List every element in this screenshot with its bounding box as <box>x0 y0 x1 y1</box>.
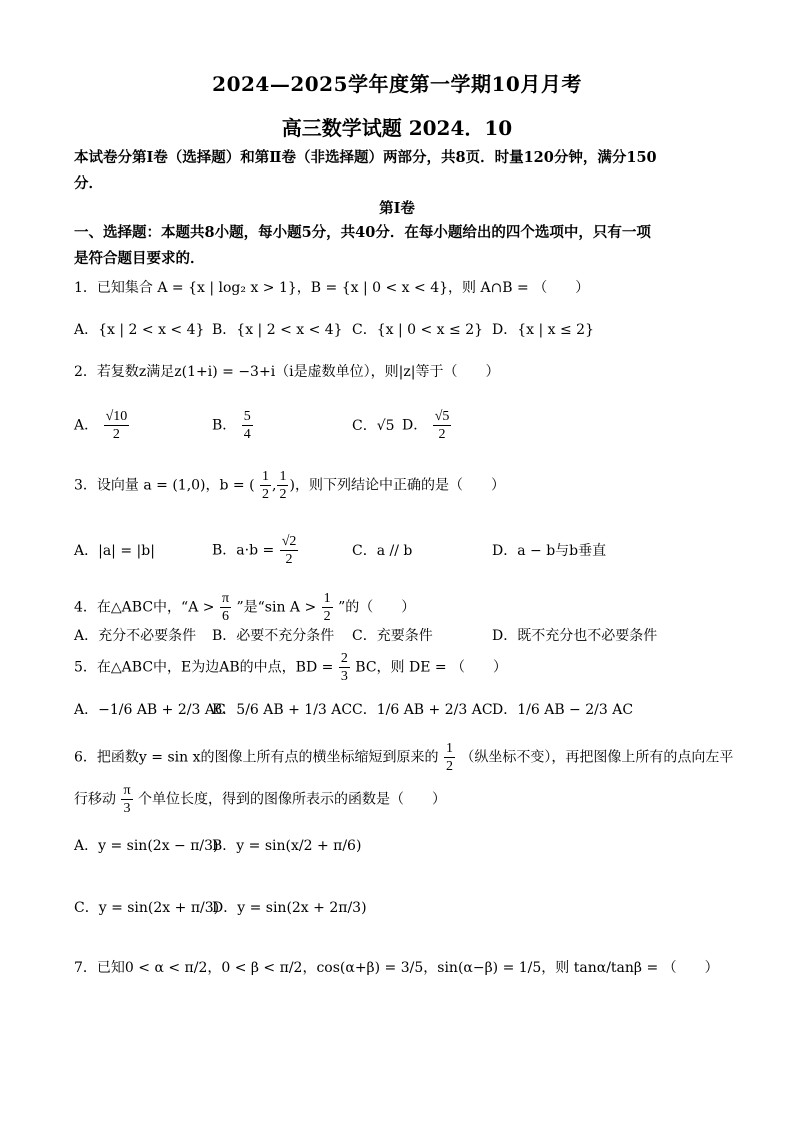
fraction <box>322 590 333 625</box>
option-b-label: B．a·b = <box>212 542 275 559</box>
numerator: √2 <box>281 534 297 549</box>
question-6-option-d: D．y = sin(2x + 2π/3) <box>212 900 367 916</box>
question-2-option-c: C．√5 <box>352 418 395 434</box>
question-4-stem <box>74 590 415 625</box>
fraction <box>433 408 452 443</box>
question-3-option-b <box>212 533 299 568</box>
denominator: 3 <box>340 669 348 684</box>
question-2-stem: 2．若复数z满足z(1+i) = −3+i（i是虚数单位），则|z|等于（ ） <box>74 364 500 380</box>
fraction <box>277 468 288 503</box>
stem-part: 个单位长度，得到的图像所表示的函数是（ ） <box>137 791 446 808</box>
denominator: 3 <box>123 801 131 816</box>
fraction <box>260 468 271 503</box>
section-heading-1: 一、选择题：本题共8小题，每小题5分，共40分．在每小题给出的四个选项中，只有一项 <box>74 224 651 241</box>
stem-part: BC，则 DE = （ ） <box>355 659 508 676</box>
numerator: π <box>123 783 131 798</box>
question-5-option-d: D．1/6 AB − 2/3 AC <box>492 702 634 718</box>
option-d-label: D． <box>402 417 428 434</box>
question-1-option-c: C．{x | 0 < x ≤ 2} <box>352 322 484 338</box>
question-6-option-b: B．y = sin(x/2 + π/6) <box>212 838 362 854</box>
stem-part: （纵坐标不变），再把图像上所有的点向左平 <box>460 749 734 766</box>
denominator: 2 <box>323 609 331 624</box>
fraction <box>444 740 455 775</box>
fraction <box>280 533 299 568</box>
fraction <box>220 590 231 625</box>
question-2-option-a <box>74 408 130 443</box>
question-3-stem: 3．设向量 a = (1,0)，b = ( $\frac{1}{2}$ , $\frac{1}{2}$ )，则下列结论中正确的是（ ） <box>74 469 505 502</box>
denominator: 2 <box>285 552 293 567</box>
question-3-option-c: C．a // b <box>352 543 413 559</box>
question-7-stem: 7．已知0 < α < π/2，0 < β < π/2，cos(α+β) = 3/5，sin(α−β) = 1/5，则 tanα/tanβ = （ ） <box>74 960 719 976</box>
fraction <box>242 408 253 443</box>
numerator: 5 <box>243 409 251 424</box>
exam-subtitle: 高三数学试题 2024．10 <box>281 116 513 140</box>
numerator: √10 <box>105 409 128 424</box>
stem-part: 6．把函数y = sin x的图像上所有点的横坐标缩短到原来的 <box>74 749 439 766</box>
numerator: √5 <box>434 409 450 424</box>
numerator: 1 <box>445 741 453 756</box>
numerator: 1 <box>323 591 331 606</box>
intro-line-2: 分． <box>74 175 103 192</box>
stem-part: 3．设向量 a = (1,0)，b = ( <box>74 477 255 494</box>
question-1-option-b: B．{x | 2 < x < 4} <box>212 322 343 338</box>
question-5-option-c: C．1/6 AB + 2/3 AC <box>352 702 493 718</box>
numerator: 2 <box>340 651 348 666</box>
numerator: 1 <box>279 469 287 484</box>
numerator: 1 <box>262 469 270 484</box>
question-1-option-a: A．{x | 2 < x < 4} <box>74 322 205 338</box>
fraction <box>121 782 132 817</box>
denominator: 6 <box>221 609 229 624</box>
fraction <box>339 650 350 685</box>
stem-part: )，则下列结论中正确的是（ ） <box>289 477 505 494</box>
stem-part: 5．在△ABC中，E为边AB的中点，BD = <box>74 659 334 676</box>
question-4-option-a: A．充分不必要条件 <box>74 628 197 644</box>
stem-part: 行移动 <box>74 791 116 808</box>
question-3-option-a: A．|a| = |b| <box>74 543 155 559</box>
question-6-stem-line-1 <box>74 740 733 775</box>
question-2-option-b <box>212 408 254 443</box>
question-4-option-d: D．既不充分也不必要条件 <box>492 628 658 644</box>
question-6-option-c: C．y = sin(2x + π/3) <box>74 900 220 916</box>
denominator: 2 <box>262 487 270 502</box>
denominator: 4 <box>243 427 251 442</box>
intro-line-1: 本试卷分第Ⅰ卷（选择题）和第Ⅱ卷（非选择题）两部分，共8页．时量120分钟，满分150 <box>74 149 657 166</box>
question-5-option-b: B．5/6 AB + 1/3 AC <box>212 702 353 718</box>
denominator: 2 <box>279 487 287 502</box>
numerator: π <box>221 591 230 606</box>
section-heading-2: 是符合题目要求的． <box>74 250 205 267</box>
fraction <box>104 408 130 443</box>
question-4-option-c: C．充要条件 <box>352 628 433 644</box>
denominator: 2 <box>445 759 453 774</box>
stem-part: 4．在△ABC中，“A > <box>74 599 215 616</box>
question-5-option-a: A．−1/6 AB + 2/3 AC <box>74 702 226 718</box>
question-5-stem <box>74 650 507 685</box>
question-1-option-d: D．{x | x ≤ 2} <box>492 322 594 338</box>
question-1-stem: 1．已知集合 A = {x | log₂ x > 1}，B = {x | 0 < x < 4}，则 A∩B = （ ） <box>74 280 590 296</box>
part-heading: 第Ⅰ卷 <box>379 200 415 217</box>
exam-title: 2024—2025学年度第一学期10月月考 <box>212 72 582 96</box>
question-6-option-a: A．y = sin(2x − π/3) <box>74 838 219 854</box>
option-b-label: B． <box>212 417 237 434</box>
question-3-option-d: D．a − b与b垂直 <box>492 543 607 559</box>
option-a-label: A． <box>74 417 99 434</box>
denominator: 2 <box>112 427 120 442</box>
denominator: 2 <box>438 427 446 442</box>
stem-part: ”是“sin A > <box>236 599 317 616</box>
question-2-option-d <box>402 408 452 443</box>
question-6-stem-line-2 <box>74 782 446 817</box>
question-4-option-b: B．必要不充分条件 <box>212 628 335 644</box>
stem-part: ”的（ ） <box>338 599 416 616</box>
